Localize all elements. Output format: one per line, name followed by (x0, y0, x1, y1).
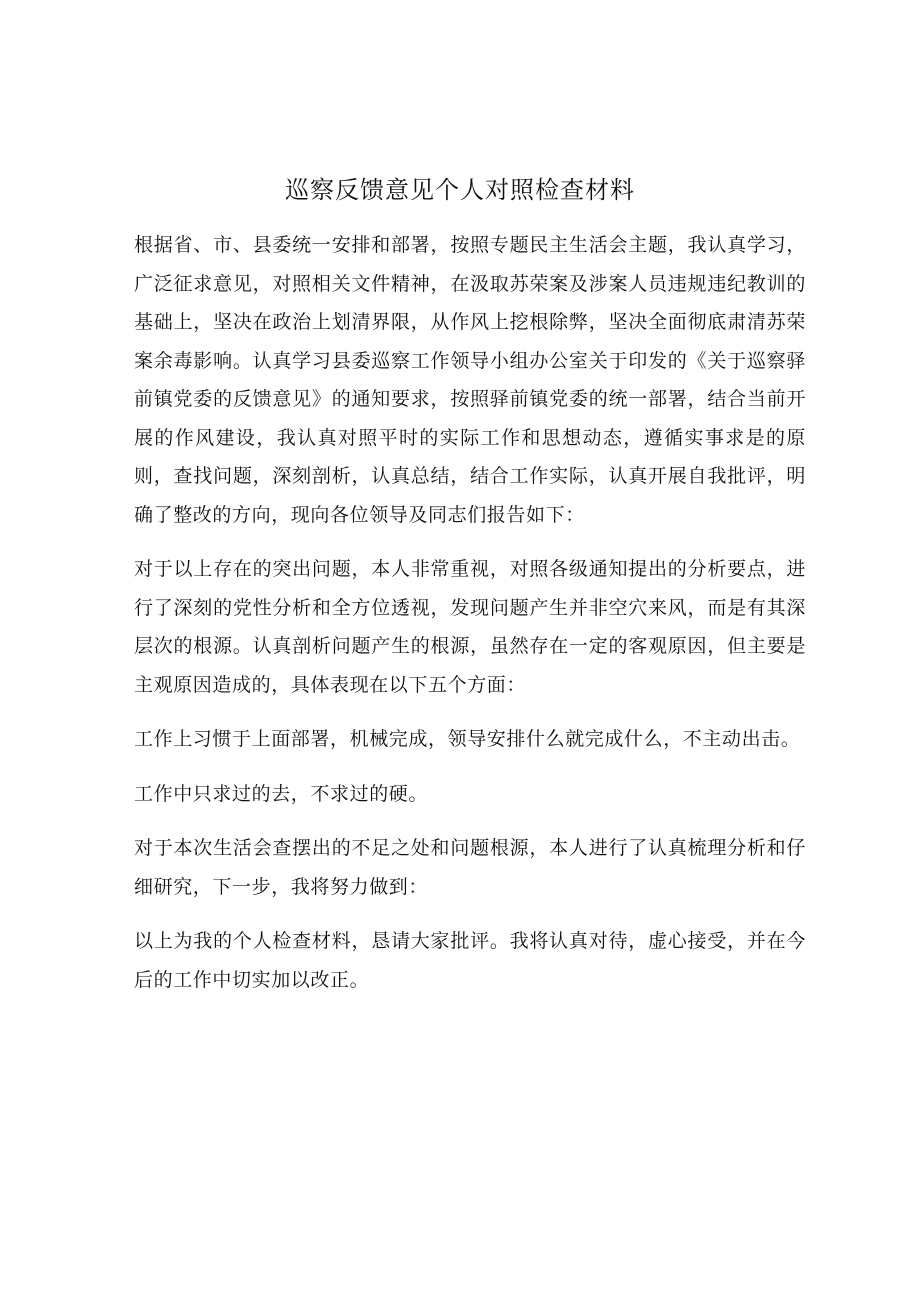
paragraph-closing: 以上为我的个人检查材料，恳请大家批评。我将认真对待，虚心接受，并在今后的工作中切实加以改正。 (134, 930, 806, 991)
paragraph-intro: 根据省、市、县委统一安排和部署，按照专题民主生活会主题，我认真学习，广泛征求意见，对照相关文件精神，在汲取苏荣案及涉案人员违规违纪教训的基础上，坚决在政治上划清界限，从作风上挖根除弊，坚决全面彻底肃清苏荣案余毒影响。认真学习县委巡察工作领导小组办公室关于印发的《关于巡察驿前镇党委的反馈意见》的通知要求，按照驿前镇党委的统一部署，结合当前开展的作风建设，我认真对照平时的实际工作和思想动态，遵循实事求是的原则，查找问题，深刻剖析，认真总结，结合工作实际，认真开展自我批评，明确了整改的方向，现向各位领导及同志们报告如下： (134, 234, 806, 526)
paragraph-root-cause: 对于以上存在的突出问题，本人非常重视，对照各级通知提出的分析要点，进行了深刻的党性分析和全方位透视，发现问题产生并非空穴来风，而是有其深层次的根源。认真剖析问题产生的根源，虽然存在一定的客观原因，但主要是主观原因造成的，具体表现在以下五个方面： (134, 558, 806, 696)
paragraph-work-habit: 工作上习惯于上面部署，机械完成，领导安排什么就完成什么，不主动出击。 (134, 728, 801, 750)
paragraph-work-standard: 工作中只求过的去，不求过的硬。 (134, 782, 429, 805)
document-body (134, 226, 806, 1015)
document-title: 巡察反馈意见个人对照检查材料 (285, 176, 635, 204)
paragraph-next-steps: 对于本次生活会查摆出的不足之处和问题根源，本人进行了认真梳理分析和仔细研究，下一步，我将努力做到： (134, 837, 806, 898)
